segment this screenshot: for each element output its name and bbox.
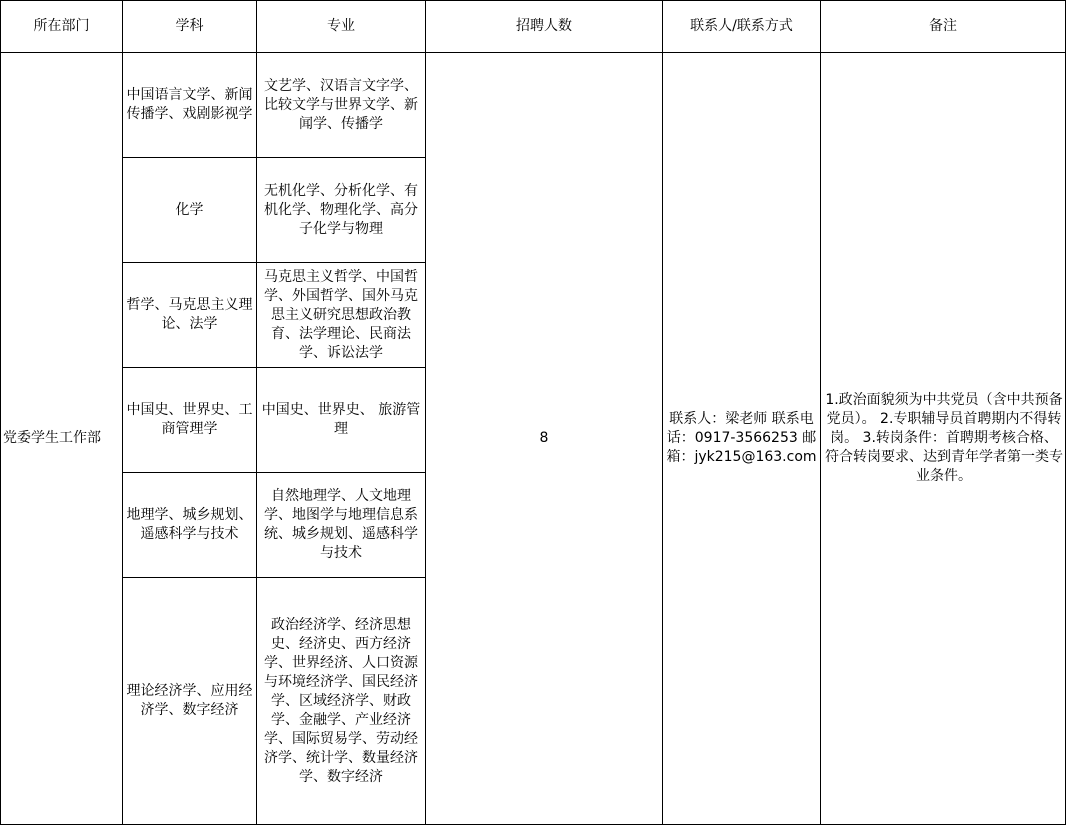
discipline-cell: 哲学、马克思主义理论、法学: [123, 263, 257, 368]
major-cell: 马克思主义哲学、中国哲学、外国哲学、国外马克思主义研究思想政治教育、法学理论、民商法学、诉讼法学: [257, 263, 426, 368]
remark-cell: 1.政治面貌须为中共党员（含中共预备党员）。 2.专职辅导员首聘期内不得转岗。 3.转岗条件：首聘期考核合格、符合转岗要求、达到青年学者第一类专业条件。: [821, 53, 1066, 825]
header-count: 招聘人数: [426, 1, 663, 53]
major-cell: 自然地理学、人文地理学、地图学与地理信息系统、城乡规划、遥感科学与技术: [257, 473, 426, 578]
contact-cell: 联系人：梁老师 联系电话：0917-3566253 邮箱：jyk215@163.com: [663, 53, 821, 825]
discipline-cell: 化学: [123, 158, 257, 263]
count-cell: 8: [426, 53, 663, 825]
header-row: [1, 1, 1066, 53]
table-row: [1, 53, 1066, 158]
major-cell: 政治经济学、经济思想史、经济史、西方经济学、世界经济、人口资源与环境经济学、国民经济学、区域经济学、财政学、金融学、产业经济学、国际贸易学、劳动经济学、统计学、数量经济学、数字经济: [257, 578, 426, 825]
header-contact: 联系人/联系方式: [663, 1, 821, 53]
department-cell: 党委学生工作部: [1, 53, 123, 825]
discipline-cell: 中国语言文学、新闻传播学、戏剧影视学: [123, 53, 257, 158]
major-cell: 文艺学、汉语言文字学、比较文学与世界文学、新闻学、传播学: [257, 53, 426, 158]
discipline-cell: 中国史、世界史、工商管理学: [123, 368, 257, 473]
header-discipline: 学科: [123, 1, 257, 53]
major-cell: 无机化学、分析化学、有机化学、物理化学、高分子化学与物理: [257, 158, 426, 263]
header-major: 专业: [257, 1, 426, 53]
discipline-cell: 理论经济学、应用经济学、数字经济: [123, 578, 257, 825]
header-remark: 备注: [821, 1, 1066, 53]
major-cell: 中国史、世界史、 旅游管理: [257, 368, 426, 473]
header-department: 所在部门: [1, 1, 123, 53]
discipline-cell: 地理学、城乡规划、遥感科学与技术: [123, 473, 257, 578]
